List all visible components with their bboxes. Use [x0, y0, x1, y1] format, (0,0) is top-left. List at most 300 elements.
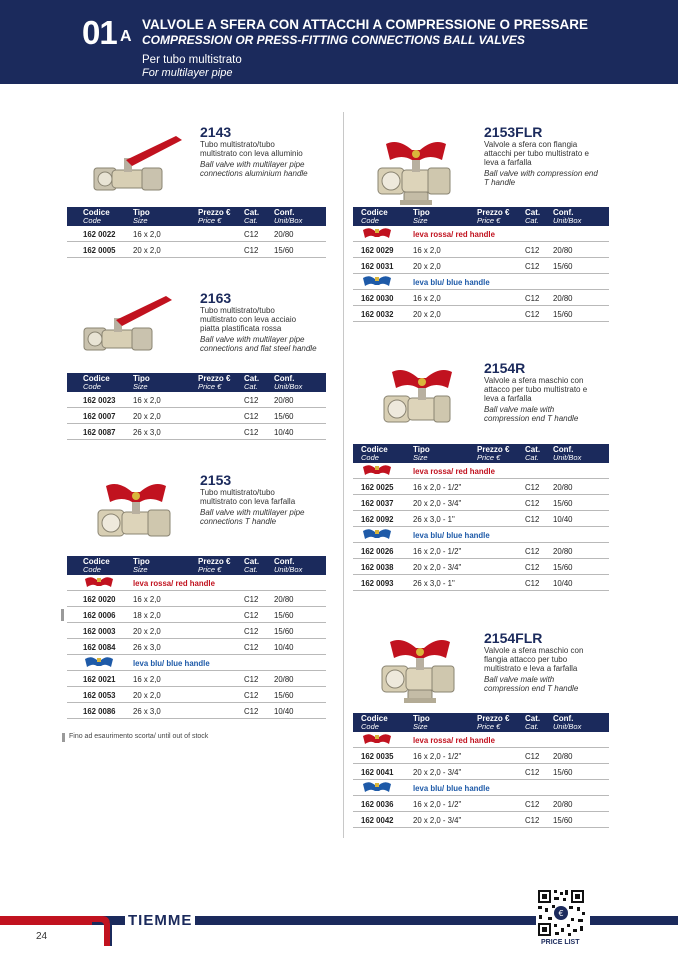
cell-size: 20 x 2,0 - 3/4" [413, 768, 462, 777]
column-header-label: Codice [83, 374, 110, 383]
column-header-label-en: Size [133, 565, 148, 574]
product-desc-it: Valvole a sfera maschio con [484, 646, 584, 655]
cell-size: 20 x 2,0 [133, 691, 161, 700]
table-row[interactable] [353, 258, 609, 274]
cell-code: 162 0092 [361, 515, 394, 524]
column-header-conf [553, 209, 581, 225]
table-row[interactable] [67, 687, 326, 703]
column-header-label: Tipo [413, 445, 430, 454]
table-row[interactable] [353, 796, 609, 812]
cell-cat: C12 [244, 643, 259, 652]
cell-conf: 20/80 [553, 547, 573, 556]
cell-cat: C12 [244, 246, 259, 255]
handle-group-blue [353, 527, 609, 543]
product-desc-it: Tubo multistrato/tubo [200, 140, 275, 149]
table-row[interactable] [353, 764, 609, 780]
column-header-label-en: Cat. [525, 722, 539, 731]
column-header-label: Cat. [525, 445, 541, 454]
column-header-price [477, 446, 509, 462]
product-desc-it: flangia attacco per tubo [484, 655, 568, 664]
handle-group-red [353, 732, 609, 748]
cell-size: 26 x 3,0 - 1" [413, 515, 455, 524]
column-header-label: Conf. [553, 714, 574, 723]
column-header-cat [244, 375, 259, 391]
blue-handle-label: leva blu/ blue handle [133, 659, 210, 668]
cell-cat: C12 [525, 816, 540, 825]
product-desc-it: piatta plastificata rossa [200, 324, 282, 333]
column-header-label-en: Code [361, 453, 379, 462]
column-header-label: Prezzo € [477, 714, 510, 723]
cell-conf: 15/60 [274, 627, 294, 636]
cell-code: 162 0037 [361, 499, 394, 508]
cell-size: 16 x 2,0 [413, 246, 441, 255]
column-header-label: Codice [83, 557, 110, 566]
cell-cat: C12 [525, 483, 540, 492]
table-row[interactable] [353, 479, 609, 495]
column-header-label-en: Price € [477, 722, 501, 731]
column-header-label-en: Size [413, 453, 428, 462]
svg-text:€: € [558, 909, 564, 918]
cell-conf: 10/40 [553, 515, 573, 524]
cell-size: 16 x 2,0 - 1/2" [413, 547, 462, 556]
cell-size: 20 x 2,0 [413, 310, 441, 319]
cell-size: 26 x 3,0 [133, 428, 161, 437]
cell-code: 162 0035 [361, 752, 394, 761]
cell-cat: C12 [244, 691, 259, 700]
table-row[interactable] [353, 495, 609, 511]
product-desc-en: Ball valve with compression end [484, 169, 598, 178]
price-list-label: PRICE LIST [541, 939, 580, 946]
product-code: 2163 [200, 290, 232, 306]
cell-conf: 20/80 [553, 800, 573, 809]
table-row[interactable] [67, 408, 326, 424]
column-header-label: Prezzo € [477, 208, 510, 217]
cell-conf: 20/80 [553, 294, 573, 303]
product-desc-en: compression end T handle [484, 684, 579, 693]
cell-cat: C12 [525, 499, 540, 508]
cell-cat: C12 [244, 675, 259, 684]
column-header-label: Tipo [413, 208, 430, 217]
column-header-size [133, 375, 150, 391]
column-header-label-en: Size [133, 216, 148, 225]
cell-code: 162 0025 [361, 483, 394, 492]
column-header-label-en: Unit/Box [553, 216, 582, 225]
table-row[interactable] [353, 290, 609, 306]
footer-bar-right [590, 916, 678, 925]
column-header-label-en: Price € [198, 216, 222, 225]
page-number: 24 [36, 931, 48, 942]
cell-conf: 15/60 [274, 691, 294, 700]
cell-conf: 15/60 [553, 262, 573, 271]
table-row[interactable] [67, 639, 326, 655]
cell-conf: 20/80 [553, 483, 573, 492]
column-header-code [83, 558, 110, 574]
column-header-label-en: Price € [198, 382, 222, 391]
page-subtitle: COMPRESSION OR PRESS-FITTING CONNECTIONS BALL VALVES [142, 33, 525, 47]
product-table [67, 556, 326, 719]
table-row[interactable] [353, 559, 609, 575]
cell-conf: 20/80 [274, 675, 294, 684]
cell-cat: C12 [244, 595, 259, 604]
product-desc-it: Tubo multistrato/tubo [200, 488, 275, 497]
column-header-label: Conf. [553, 208, 574, 217]
blue-handle-icon [361, 274, 393, 290]
column-header-label: Tipo [133, 374, 150, 383]
cell-size: 16 x 2,0 - 1/2" [413, 800, 462, 809]
column-header-code [361, 209, 388, 225]
stock-footnote: Fino ad esaurimento scorta/ until out of stock [69, 733, 209, 740]
cell-code: 162 0007 [83, 412, 116, 421]
cell-size: 16 x 2,0 [133, 675, 161, 684]
column-divider [343, 112, 344, 838]
column-header-label: Codice [361, 445, 388, 454]
cell-size: 26 x 3,0 [133, 707, 161, 716]
cell-code: 162 0093 [361, 579, 394, 588]
blue-handle-label: leva blu/ blue handle [413, 531, 490, 540]
table-header [353, 444, 609, 463]
handle-group-red [67, 575, 326, 591]
product-code: 2153FLR [484, 124, 543, 140]
table-row[interactable] [67, 226, 326, 242]
cell-code: 162 0020 [83, 595, 116, 604]
cell-code: 162 0032 [361, 310, 394, 319]
red-handle-label: leva rossa/ red handle [133, 579, 215, 588]
cell-conf: 20/80 [274, 230, 294, 239]
brand-logo: TIEMME [125, 912, 195, 929]
section-number: 01 [82, 14, 117, 51]
handle-group-blue [353, 780, 609, 796]
column-header-label-en: Size [133, 382, 148, 391]
column-header-label-en: Code [361, 722, 379, 731]
cell-code: 162 0041 [361, 768, 394, 777]
product-desc-it: Tubo multistrato/tubo [200, 306, 275, 315]
table-row[interactable] [67, 242, 326, 258]
cell-code: 162 0086 [83, 707, 116, 716]
column-header-label: Prezzo € [198, 557, 231, 566]
product-table [353, 713, 609, 828]
column-header-label-en: Price € [477, 453, 501, 462]
product-desc-en: T handle [484, 178, 516, 187]
cell-cat: C12 [244, 230, 259, 239]
column-header-label: Prezzo € [198, 374, 231, 383]
cell-code: 162 0022 [83, 230, 116, 239]
column-header-size [413, 209, 430, 225]
cell-cat: C12 [525, 310, 540, 319]
table-header [67, 556, 326, 575]
column-header-price [477, 209, 509, 225]
column-header-conf [553, 715, 581, 731]
column-header-label-en: Size [413, 722, 428, 731]
column-header-label-en: Unit/Box [274, 565, 303, 574]
cell-conf: 15/60 [274, 412, 294, 421]
cell-cat: C12 [525, 547, 540, 556]
table-header [67, 373, 326, 392]
column-header-price [198, 558, 230, 574]
blue-handle-icon [361, 780, 393, 796]
cell-code: 162 0038 [361, 563, 394, 572]
cell-cat: C12 [525, 294, 540, 303]
cell-code: 162 0042 [361, 816, 394, 825]
product-table [353, 444, 609, 591]
cell-code: 162 0005 [83, 246, 116, 255]
red-handle-label: leva rossa/ red handle [413, 230, 495, 239]
table-row[interactable] [67, 623, 326, 639]
cell-conf: 20/80 [553, 752, 573, 761]
table-row[interactable] [353, 242, 609, 258]
cell-size: 16 x 2,0 [133, 230, 161, 239]
column-header-label-en: Code [83, 216, 101, 225]
cell-conf: 15/60 [274, 611, 294, 620]
column-header-label: Codice [83, 208, 110, 217]
product-desc-it: attacco per tubo multistrato e [484, 385, 588, 394]
table-header [353, 207, 609, 226]
cell-conf: 15/60 [553, 310, 573, 319]
cell-size: 26 x 3,0 - 1" [413, 579, 455, 588]
column-header-label: Prezzo € [477, 445, 510, 454]
table-row[interactable] [67, 591, 326, 607]
cell-conf: 20/80 [274, 396, 294, 405]
cell-cat: C12 [244, 396, 259, 405]
cell-cat: C12 [244, 707, 259, 716]
blue-handle-label: leva blu/ blue handle [413, 278, 490, 287]
product-image-2154flr [368, 628, 468, 713]
cell-code: 162 0003 [83, 627, 116, 636]
cell-size: 16 x 2,0 [133, 396, 161, 405]
cell-code: 162 0023 [83, 396, 116, 405]
footer-red-bar [0, 916, 92, 925]
table-row[interactable] [353, 306, 609, 322]
column-header-label: Prezzo € [198, 208, 231, 217]
product-image-2143 [90, 128, 190, 208]
column-header-label-en: Price € [198, 565, 222, 574]
blue-handle-icon [361, 527, 393, 543]
cell-size: 18 x 2,0 [133, 611, 161, 620]
red-handle-icon [361, 463, 393, 479]
red-handle-icon [361, 732, 393, 748]
product-table [67, 207, 326, 258]
column-header-label: Tipo [413, 714, 430, 723]
cell-code: 162 0029 [361, 246, 394, 255]
cell-size: 16 x 2,0 - 1/2" [413, 752, 462, 761]
column-header-size [133, 209, 150, 225]
cell-conf: 10/40 [274, 707, 294, 716]
column-header-conf [274, 558, 302, 574]
product-image-2153 [84, 472, 184, 557]
column-header-size [133, 558, 150, 574]
table-row[interactable] [67, 607, 326, 623]
table-row[interactable] [67, 703, 326, 719]
column-header-label-en: Unit/Box [553, 722, 582, 731]
column-header-label: Conf. [274, 208, 295, 217]
column-header-conf [274, 375, 302, 391]
column-header-label-en: Cat. [244, 565, 258, 574]
cell-size: 20 x 2,0 [133, 412, 161, 421]
product-desc-en: Ball valve male with [484, 405, 555, 414]
cell-cat: C12 [244, 412, 259, 421]
page-title: VALVOLE A SFERA CON ATTACCHI A COMPRESSIONE O PRESSARE [142, 17, 589, 32]
column-header-label-en: Code [83, 565, 101, 574]
column-header-label-en: Cat. [244, 216, 258, 225]
column-header-label-en: Price € [477, 216, 501, 225]
cell-cat: C12 [525, 579, 540, 588]
cell-code: 162 0036 [361, 800, 394, 809]
column-header-price [198, 209, 230, 225]
column-header-code [83, 375, 110, 391]
cell-code: 162 0026 [361, 547, 394, 556]
column-header-cat [244, 558, 259, 574]
column-header-label: Cat. [244, 557, 260, 566]
cell-cat: C12 [244, 428, 259, 437]
column-header-cat [525, 209, 540, 225]
product-image-2154r [370, 358, 470, 443]
stock-marker [61, 609, 64, 621]
column-header-label: Cat. [525, 714, 541, 723]
cell-size: 20 x 2,0 [133, 627, 161, 636]
column-header-cat [525, 715, 540, 731]
column-header-label: Tipo [133, 557, 150, 566]
table-row[interactable] [67, 671, 326, 687]
section-letter: A [120, 28, 132, 45]
column-header-label-en: Cat. [244, 382, 258, 391]
cell-size: 16 x 2,0 [133, 595, 161, 604]
cell-cat: C12 [525, 563, 540, 572]
column-header-label-en: Size [413, 216, 428, 225]
cell-conf: 15/60 [274, 246, 294, 255]
brand-curve-icon [88, 916, 118, 946]
table-row[interactable] [67, 424, 326, 440]
product-desc-it: multistrato e leva a farfalla [484, 664, 578, 673]
cell-code: 162 0021 [83, 675, 116, 684]
column-header-price [198, 375, 230, 391]
column-header-conf [553, 446, 581, 462]
cell-code: 162 0030 [361, 294, 394, 303]
product-table [353, 207, 609, 322]
cell-cat: C12 [525, 246, 540, 255]
handle-group-red [353, 226, 609, 242]
product-desc-en: connections and flat steel handle [200, 344, 317, 353]
product-desc-en: Ball valve with multilayer pipe [200, 160, 305, 169]
cell-code: 162 0006 [83, 611, 116, 620]
cell-size: 20 x 2,0 - 3/4" [413, 499, 462, 508]
red-handle-icon [83, 575, 115, 591]
product-desc-en: Ball valve with multilayer pipe [200, 335, 305, 344]
cell-conf: 20/80 [553, 246, 573, 255]
cell-conf: 20/80 [274, 595, 294, 604]
product-desc-it: Valvole a sfera con flangia [484, 140, 578, 149]
column-header-label: Tipo [133, 208, 150, 217]
column-header-label-en: Unit/Box [274, 216, 303, 225]
column-header-label-en: Cat. [525, 453, 539, 462]
cell-size: 26 x 3,0 [133, 643, 161, 652]
product-desc-it: Valvole a sfera maschio con [484, 376, 584, 385]
column-header-code [83, 209, 110, 225]
handle-group-blue [353, 274, 609, 290]
cell-conf: 15/60 [553, 563, 573, 572]
column-header-label: Cat. [244, 208, 260, 217]
cell-cat: C12 [525, 800, 540, 809]
cell-cat: C12 [525, 262, 540, 271]
red-handle-label: leva rossa/ red handle [413, 467, 495, 476]
cell-size: 16 x 2,0 - 1/2" [413, 483, 462, 492]
column-header-conf [274, 209, 302, 225]
cell-cat: C12 [244, 611, 259, 620]
pipe-type-en: For multilayer pipe [142, 67, 233, 79]
column-header-size [413, 715, 430, 731]
column-header-label-en: Code [83, 382, 101, 391]
product-table [67, 373, 326, 440]
cell-size: 20 x 2,0 - 3/4" [413, 563, 462, 572]
cell-conf: 15/60 [553, 816, 573, 825]
cell-conf: 10/40 [274, 428, 294, 437]
cell-conf: 10/40 [274, 643, 294, 652]
product-image-2153flr [364, 130, 464, 215]
column-header-label: Codice [361, 208, 388, 217]
table-row[interactable] [67, 392, 326, 408]
blue-handle-icon [83, 655, 115, 671]
table-row[interactable] [353, 748, 609, 764]
pipe-type-it: Per tubo multistrato [142, 54, 242, 66]
cell-cat: C12 [525, 515, 540, 524]
red-handle-icon [361, 226, 393, 242]
table-row[interactable] [353, 812, 609, 828]
column-header-label-en: Unit/Box [553, 453, 582, 462]
product-desc-en: Ball valve male with [484, 675, 555, 684]
product-desc-en: connections aluminium handle [200, 169, 308, 178]
cell-code: 162 0084 [83, 643, 116, 652]
handle-group-red [353, 463, 609, 479]
column-header-label: Conf. [553, 445, 574, 454]
cell-size: 16 x 2,0 [413, 294, 441, 303]
column-header-price [477, 715, 509, 731]
column-header-label: Conf. [274, 374, 295, 383]
cell-size: 20 x 2,0 [133, 246, 161, 255]
column-header-label-en: Cat. [525, 216, 539, 225]
column-header-size [413, 446, 430, 462]
product-desc-en: compression end T handle [484, 414, 579, 423]
product-desc-it: attacchi per tubo multistrato e [484, 149, 589, 158]
red-handle-label: leva rossa/ red handle [413, 736, 495, 745]
table-header [353, 713, 609, 732]
cell-size: 20 x 2,0 - 3/4" [413, 816, 462, 825]
cell-conf: 15/60 [553, 768, 573, 777]
product-desc-it: multistrato con leva farfalla [200, 497, 296, 506]
column-header-label-en: Unit/Box [274, 382, 303, 391]
product-desc-en: Ball valve with multilayer pipe [200, 508, 305, 517]
product-desc-it: leva a farfalla [484, 394, 532, 403]
product-desc-en: connections T handle [200, 517, 277, 526]
column-header-label: Conf. [274, 557, 295, 566]
column-header-label: Cat. [525, 208, 541, 217]
cell-code: 162 0053 [83, 691, 116, 700]
product-code: 2154R [484, 360, 526, 376]
cell-code: 162 0087 [83, 428, 116, 437]
table-header [67, 207, 326, 226]
product-desc-it: multistrato con leva alluminio [200, 149, 303, 158]
cell-cat: C12 [525, 752, 540, 761]
table-row[interactable] [353, 511, 609, 527]
cell-code: 162 0031 [361, 262, 394, 271]
page-header [0, 0, 678, 84]
column-header-code [361, 715, 388, 731]
blue-handle-label: leva blu/ blue handle [413, 784, 490, 793]
cell-cat: C12 [525, 768, 540, 777]
product-image-2163 [80, 288, 180, 368]
product-code: 2153 [200, 472, 232, 488]
qr-code-icon[interactable] [536, 888, 586, 938]
table-row[interactable] [353, 575, 609, 591]
column-header-cat [525, 446, 540, 462]
table-row[interactable] [353, 543, 609, 559]
